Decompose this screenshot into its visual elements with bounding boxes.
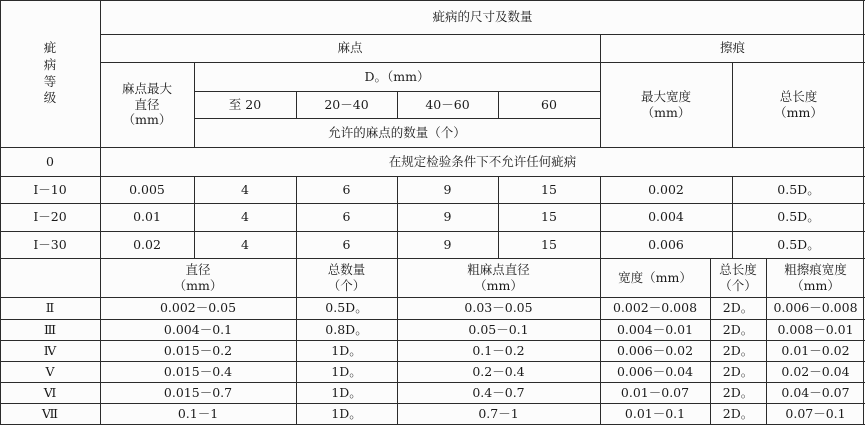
width-cell: 0.01－0.1 bbox=[624, 405, 686, 421]
grade-cell: Ⅵ bbox=[43, 384, 57, 400]
grade-cell: 0 bbox=[46, 153, 54, 169]
coarse-width-cell: 0.01－0.02 bbox=[781, 342, 850, 358]
diameter-cell: 0.015－0.7 bbox=[163, 384, 233, 400]
length-cell: 0.5D。 bbox=[777, 181, 820, 197]
count-cell: 0.8D。 bbox=[325, 321, 368, 337]
coarse-width-cell: 0.008－0.01 bbox=[777, 321, 854, 337]
grade-cell: Ⅶ bbox=[41, 405, 59, 421]
d-header: D。（mm） bbox=[364, 68, 430, 84]
grade-cell: Ⅰ－20 bbox=[33, 209, 67, 225]
d-range: 至 20 bbox=[228, 96, 262, 112]
coarse-cell: 0.1－0.2 bbox=[472, 342, 525, 358]
grade-cell: Ⅴ bbox=[45, 363, 55, 379]
coarse-diameter-header: 粗麻点直径 （mm） bbox=[467, 261, 530, 293]
allowed-pits-header: 允许的麻点的数量（个） bbox=[328, 124, 466, 140]
count-cell: 1D。 bbox=[331, 363, 362, 379]
width-cell: 0.006－0.04 bbox=[616, 363, 694, 379]
count-cell: 15 bbox=[541, 181, 557, 197]
grade-cell: Ⅲ bbox=[43, 321, 57, 337]
diameter-cell: 0.004－0.1 bbox=[163, 321, 233, 337]
grade-char: 疵 bbox=[43, 39, 57, 55]
count-cell: 6 bbox=[342, 181, 351, 197]
diameter-header: 直径 （mm） bbox=[173, 261, 223, 293]
grade-header bbox=[0, 0, 100, 147]
length-cell: 2D。 bbox=[722, 342, 754, 358]
total-count-header: 总数量 （个） bbox=[327, 261, 366, 293]
grade-char: 等 bbox=[43, 73, 57, 89]
width-cell: 0.002 bbox=[648, 181, 684, 197]
grade-cell: Ⅳ bbox=[43, 342, 57, 358]
table-title: 疵病的尺寸及数量 bbox=[432, 9, 533, 25]
diameter-cell: 0.015－0.4 bbox=[163, 363, 233, 379]
count-cell: 9 bbox=[443, 236, 452, 252]
total-length-header: 总长度 （mm） bbox=[774, 88, 823, 120]
coarse-cell: 0.4－0.7 bbox=[472, 384, 525, 400]
width-cell: 0.01－0.07 bbox=[620, 384, 690, 400]
grade-cell: Ⅰ－10 bbox=[33, 181, 67, 197]
grade0-text: 在规定检验条件下不允许任何疵病 bbox=[388, 153, 577, 169]
coarse-width-cell: 0.07－0.1 bbox=[785, 405, 846, 421]
width-cell: 0.004－0.01 bbox=[616, 321, 694, 337]
d-range: 40－60 bbox=[425, 96, 470, 112]
count-cell: 1D。 bbox=[331, 342, 362, 358]
width-cell: 0.006 bbox=[648, 236, 684, 252]
length-cell: 2D。 bbox=[722, 363, 754, 379]
width-cell: 0.002－0.008 bbox=[612, 300, 698, 316]
count-cell: 6 bbox=[342, 236, 351, 252]
length-cell: 2D。 bbox=[722, 384, 754, 400]
diameter-cell: 0.01 bbox=[133, 209, 161, 225]
diameter-cell: 0.02 bbox=[133, 236, 161, 252]
count-cell: 6 bbox=[342, 209, 351, 225]
count-cell: 0.5D。 bbox=[325, 300, 368, 316]
coarse-width-cell: 0.04－0.07 bbox=[781, 384, 850, 400]
count-cell: 4 bbox=[241, 181, 249, 197]
length-cell: 2D。 bbox=[722, 405, 754, 421]
length-cell: 2D。 bbox=[722, 321, 754, 337]
coarse-cell: 0.7－1 bbox=[478, 405, 519, 421]
count-cell: 15 bbox=[541, 236, 557, 252]
grade-char: 病 bbox=[43, 56, 57, 72]
count-cell: 1D。 bbox=[331, 384, 362, 400]
width-cell: 0.004 bbox=[648, 209, 684, 225]
width-cell: 0.006－0.02 bbox=[616, 342, 694, 358]
count-cell: 4 bbox=[241, 209, 249, 225]
width-header: 宽度（mm） bbox=[618, 269, 692, 285]
coarse-width-cell: 0.02－0.04 bbox=[781, 363, 850, 379]
pit-header: 麻点 bbox=[337, 40, 363, 56]
count-cell: 9 bbox=[443, 209, 452, 225]
count-cell: 15 bbox=[541, 209, 557, 225]
coarse-width-cell: 0.006－0.008 bbox=[773, 300, 858, 316]
grade-cell: Ⅰ－30 bbox=[33, 236, 67, 252]
pit-max-diameter-header: 麻点最大 直径 （mm） bbox=[121, 81, 172, 128]
grade-char: 级 bbox=[43, 90, 57, 106]
diameter-cell: 0.005 bbox=[129, 181, 165, 197]
coarse-width-header: 粗擦痕宽度 （mm） bbox=[784, 261, 847, 293]
count-cell: 4 bbox=[241, 236, 249, 252]
max-width-header: 最大宽度 （mm） bbox=[640, 88, 691, 120]
count-cell: 9 bbox=[443, 181, 452, 197]
coarse-cell: 0.03－0.05 bbox=[464, 300, 533, 316]
scratch-header: 擦痕 bbox=[719, 40, 745, 56]
coarse-cell: 0.05－0.1 bbox=[468, 321, 529, 337]
coarse-cell: 0.2－0.4 bbox=[472, 363, 525, 379]
diameter-cell: 0.1－1 bbox=[177, 405, 219, 421]
diameter-cell: 0.015－0.2 bbox=[163, 342, 233, 358]
diameter-cell: 0.002－0.05 bbox=[159, 300, 237, 316]
count-cell: 1D。 bbox=[331, 405, 362, 421]
total-length-header-2: 总长度 （个） bbox=[719, 261, 757, 293]
length-cell: 0.5D。 bbox=[777, 209, 820, 225]
d-range: 20－40 bbox=[324, 96, 369, 112]
length-cell: 0.5D。 bbox=[777, 236, 820, 252]
d-range: 60 bbox=[541, 96, 557, 112]
grade-cell: Ⅱ bbox=[45, 300, 55, 316]
length-cell: 2D。 bbox=[722, 300, 754, 316]
